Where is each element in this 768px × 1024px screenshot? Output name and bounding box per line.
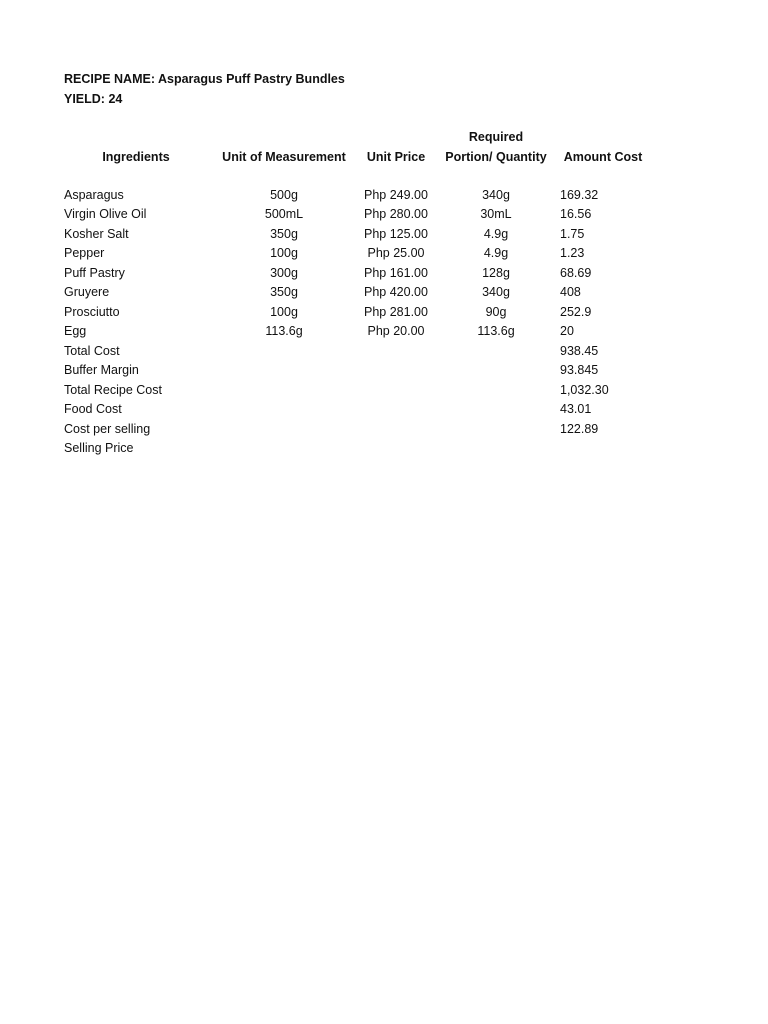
unit-of-measurement: 350g [270,285,298,299]
unit-of-measurement: 350g [270,226,298,241]
summary-label: Cost per selling [64,421,151,436]
ingredient-name: Gruyere [64,285,110,299]
summary-label: Selling Price [64,441,134,455]
table-row [0,264,768,284]
amount-cost: 16.56 [560,207,592,221]
summary-value: 1,032.30 [560,382,609,397]
table-row [0,322,768,342]
unit-of-measurement: 500g [270,187,298,202]
unit-price: Php 161.00 [364,265,428,280]
header-portion-quantity: Portion/ Quantity [445,150,547,164]
required-quantity: 4.9g [483,226,509,241]
unit-price: Php 280.00 [364,207,428,221]
amount-cost: 169.32 [560,187,599,202]
table-row [0,186,768,206]
ingredient-name: Egg [64,324,87,338]
ingredient-name: Kosher Salt [64,226,129,241]
table-row [0,244,768,264]
table-row [0,205,768,225]
summary-value: 938.45 [560,343,599,358]
required-quantity: 128g [482,265,510,280]
amount-cost: 68.69 [560,265,592,280]
summary-row [0,420,768,440]
ingredient-name: Asparagus [64,187,124,202]
ingredient-name: Virgin Olive Oil [64,207,147,221]
amount-cost: 1.23 [560,246,585,260]
summary-row [0,400,768,420]
amount-cost: 252.9 [560,304,592,319]
summary-label: Buffer Margin [64,363,139,377]
ingredient-name: Pepper [64,246,105,260]
amount-cost: 1.75 [560,226,585,241]
header-unit-of-measurement: Unit of Measurement [222,150,346,164]
ingredient-name: Prosciutto [64,304,120,319]
required-quantity: 30mL [480,207,512,221]
unit-price: Php 25.00 [367,246,425,260]
summary-row [0,361,768,381]
ingredient-name: Puff Pastry [64,265,125,280]
summary-value: 43.01 [560,402,592,416]
table-row [0,303,768,323]
table-row [0,283,768,303]
header-ingredients: Ingredients [102,150,170,164]
unit-of-measurement: 500mL [264,207,304,221]
summary-value: 122.89 [560,421,599,436]
unit-price: Php 420.00 [364,285,428,299]
header-amount-cost: Amount Cost [563,150,643,164]
summary-value: 93.845 [560,363,599,377]
recipe-yield: YIELD: 24 [64,92,123,106]
required-quantity: 90g [485,304,507,319]
amount-cost: 408 [560,285,581,299]
amount-cost: 20 [560,324,574,338]
header-required: Required [468,130,524,144]
summary-row [0,439,768,459]
required-quantity: 340g [482,187,510,202]
summary-label: Food Cost [64,402,122,416]
unit-price: Php 20.00 [367,324,425,338]
summary-row [0,381,768,401]
unit-price: Php 249.00 [364,187,428,202]
unit-price: Php 125.00 [364,226,428,241]
unit-of-measurement: 100g [270,304,298,319]
required-quantity: 4.9g [483,246,509,260]
summary-row [0,342,768,362]
unit-price: Php 281.00 [364,304,428,319]
required-quantity: 113.6g [477,324,515,338]
unit-of-measurement: 300g [270,265,298,280]
unit-of-measurement: 113.6g [265,324,303,338]
header-unit-price: Unit Price [366,150,426,164]
summary-label: Total Recipe Cost [64,382,162,397]
recipe-name: RECIPE NAME: Asparagus Puff Pastry Bundles [64,72,345,86]
required-quantity: 340g [482,285,510,299]
unit-of-measurement: 100g [270,246,298,260]
table-row [0,225,768,245]
summary-label: Total Cost [64,343,120,358]
